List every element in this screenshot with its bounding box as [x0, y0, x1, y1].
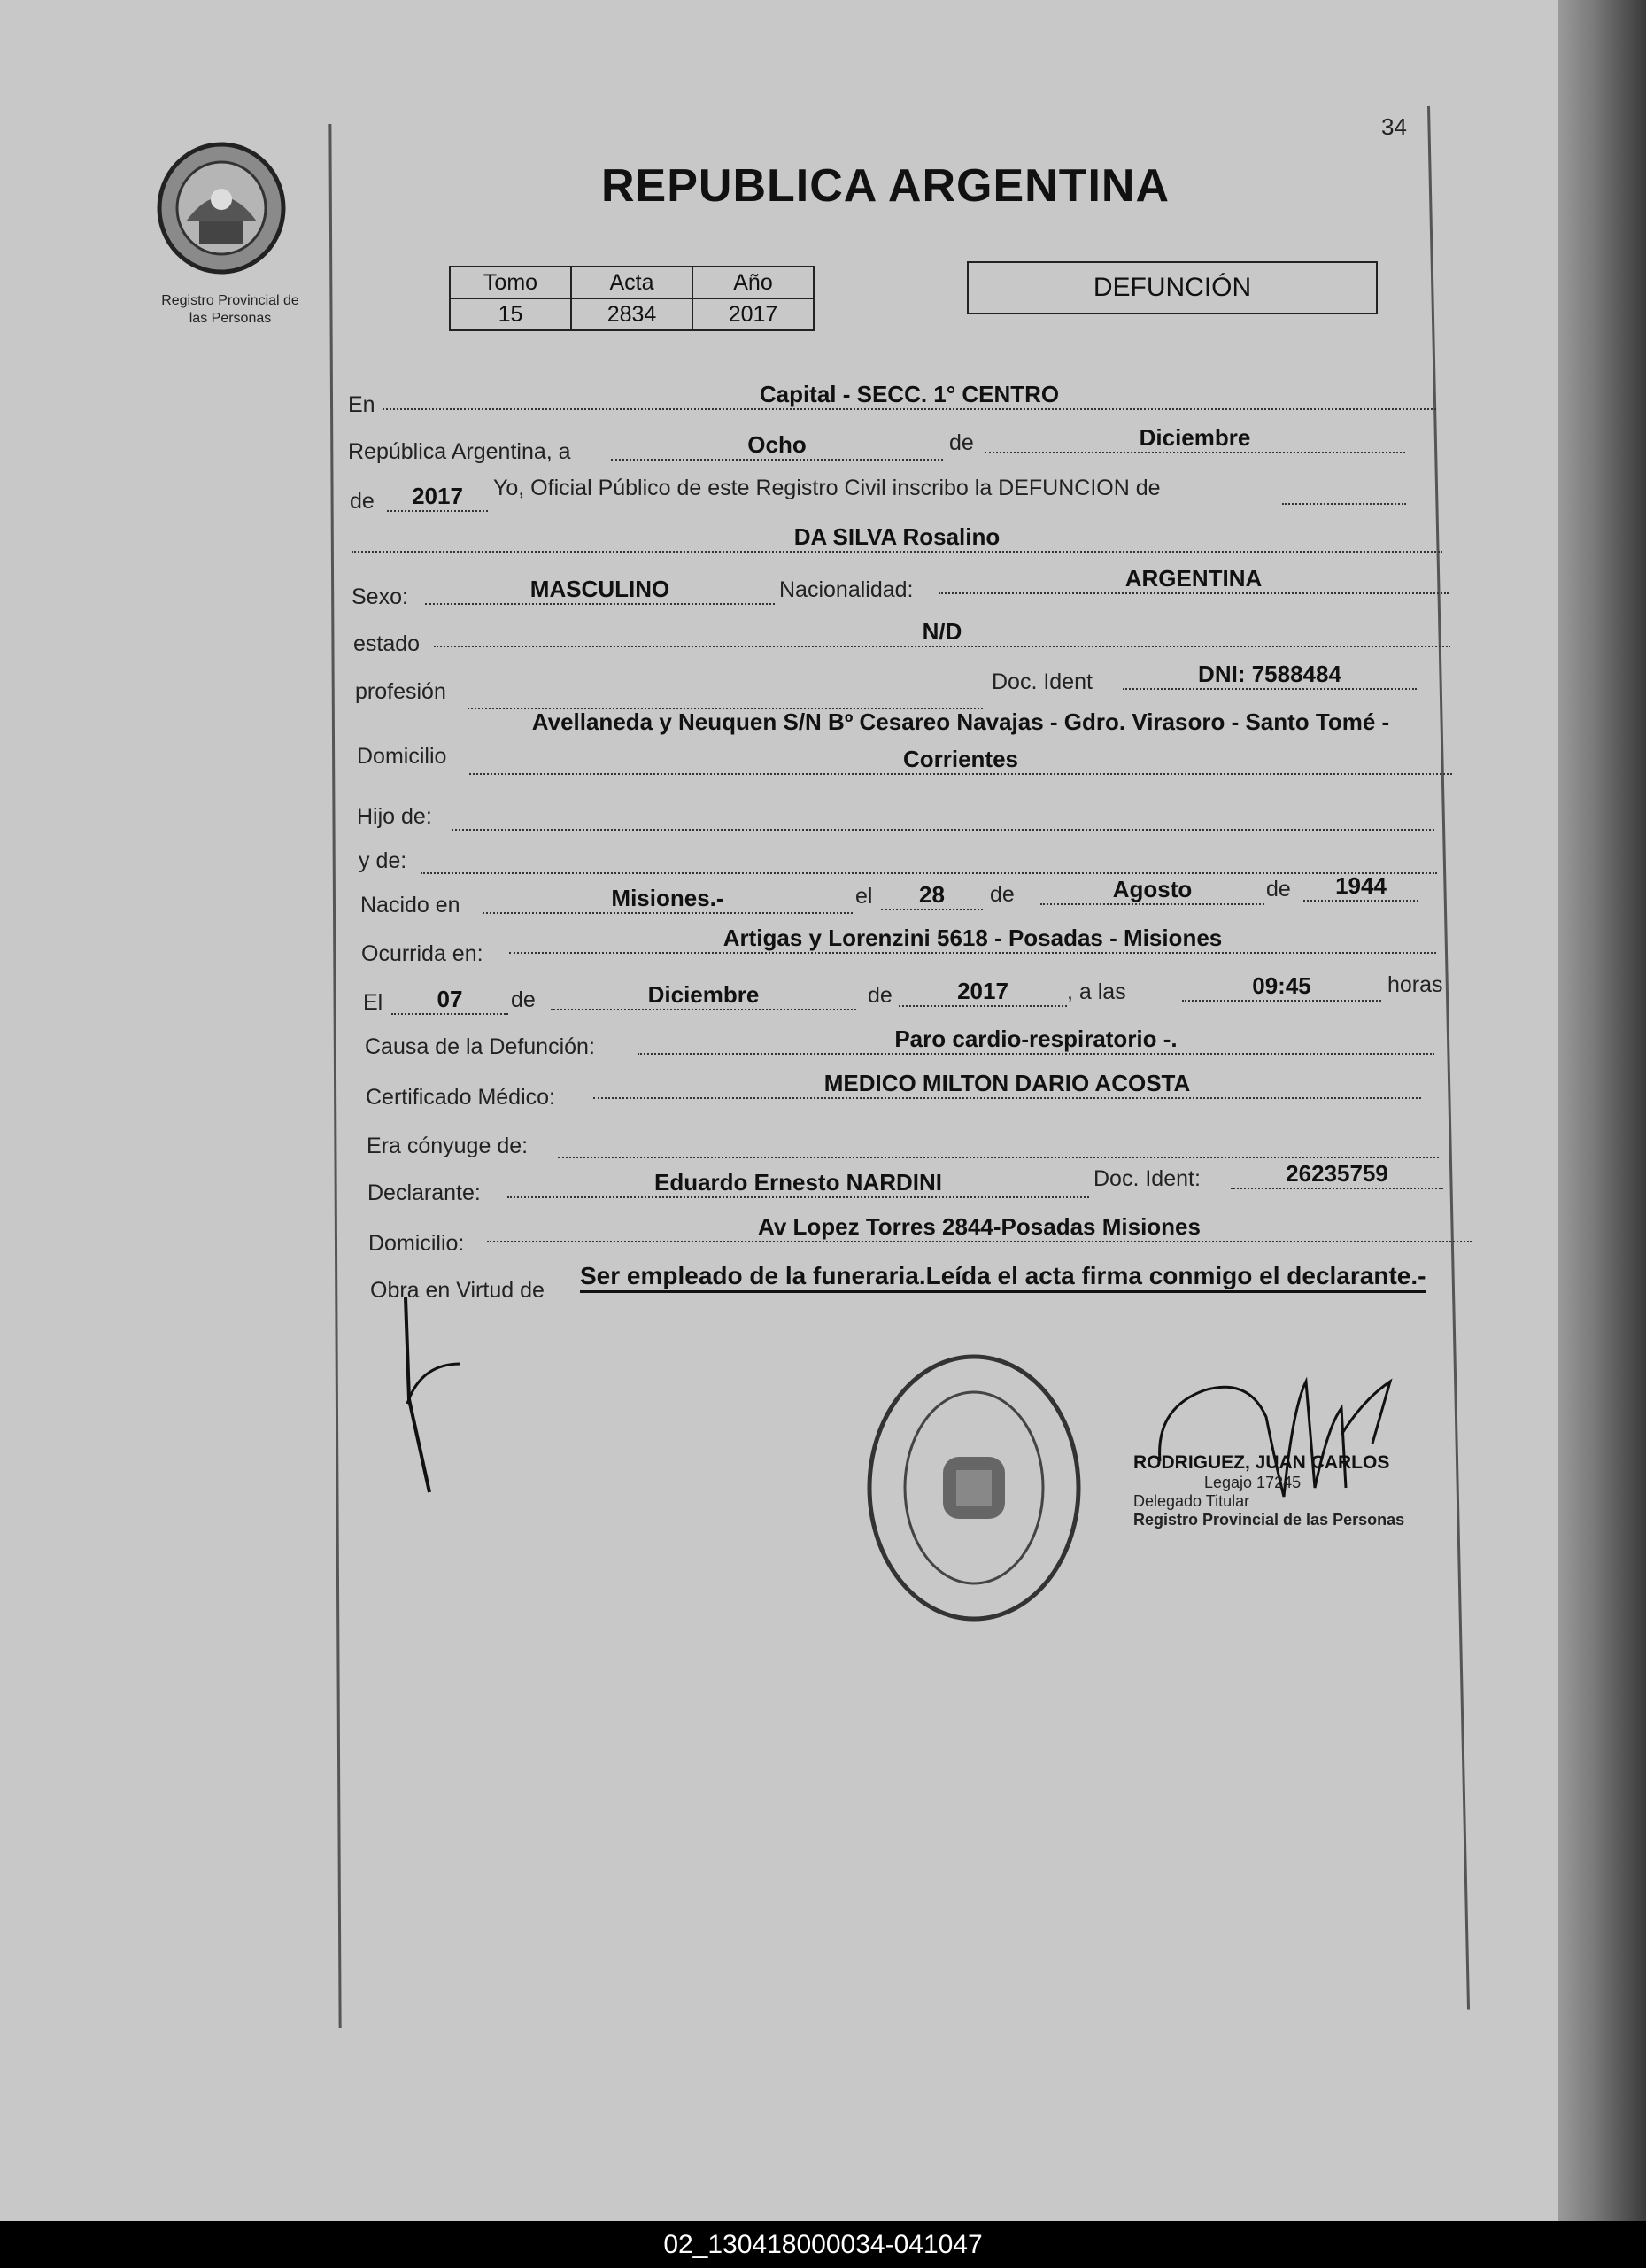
conyuge-dots	[558, 1155, 1439, 1158]
estado-label: estado	[353, 631, 421, 656]
sexo-value: MASCULINO	[425, 576, 775, 605]
doc-value: DNI: 7588484	[1123, 661, 1417, 690]
de-label-5: de	[511, 987, 536, 1012]
left-margin-line	[328, 124, 341, 2028]
causa-label: Causa de la Defunción:	[365, 1034, 595, 1059]
acta-value: 2834	[571, 298, 692, 330]
page-number: 34	[1381, 113, 1407, 140]
conyuge-label: Era cónyuge de:	[367, 1134, 529, 1158]
book-binding-edge	[1558, 0, 1646, 2221]
birth-year: 1944	[1303, 872, 1418, 902]
nacido-label: Nacido en	[360, 893, 460, 917]
yde-dots	[421, 871, 1437, 874]
nacido-value: Misiones.-	[483, 885, 853, 914]
nacionalidad-label: Nacionalidad:	[779, 577, 914, 602]
registration-table	[449, 266, 815, 331]
en-label: En	[348, 392, 375, 417]
de-label-2: de	[350, 489, 375, 514]
estado-value: N/D	[434, 618, 1450, 647]
birth-month: Agosto	[1040, 876, 1264, 905]
declarante-label: Declarante:	[367, 1180, 481, 1205]
declarante-doc-label: Doc. Ident:	[1093, 1166, 1201, 1191]
domicilio2-label: Domicilio:	[368, 1231, 465, 1256]
ano-header: Año	[692, 267, 814, 298]
registry-stamp-icon	[863, 1351, 1085, 1625]
death-year: 2017	[899, 978, 1067, 1007]
registry-name-line-1: Registro Provincial de	[161, 293, 299, 308]
official-signature-block	[1133, 1452, 1452, 1529]
record-type-box: DEFUNCIÓN	[967, 261, 1378, 314]
official-name: RODRIGUEZ, JUAN CARLOS	[1133, 1452, 1390, 1473]
document-title: REPUBLICA ARGENTINA	[600, 160, 1171, 212]
birth-day: 28	[881, 881, 983, 910]
de-label-4: de	[1266, 877, 1291, 902]
de-label-6: de	[868, 983, 893, 1008]
death-time: 09:45	[1182, 972, 1381, 1002]
footer-code: 02_130418000034-041047	[0, 2221, 1646, 2268]
domicilio-value-line-1: Avellaneda y Neuquen S/N Bº Cesareo Navajas - Gdro. Virasoro - Santo Tomé -	[531, 708, 1390, 735]
hijo-dots	[452, 827, 1434, 831]
official-role: Delegado Titular	[1133, 1492, 1250, 1510]
hijo-label: Hijo de:	[357, 804, 432, 829]
declarante-value: Eduardo Ernesto NARDINI	[507, 1169, 1089, 1198]
acta-header: Acta	[571, 267, 692, 298]
domicilio-label: Domicilio	[357, 744, 447, 769]
de-label: de	[949, 430, 974, 455]
republica-label: República Argentina, a	[348, 439, 571, 464]
inscribo-dots	[1282, 501, 1406, 505]
el-label-2: El	[363, 990, 383, 1015]
ocurrida-value: Artigas y Lorenzini 5618 - Posadas - Misiones	[509, 925, 1436, 954]
yde-label: y de:	[359, 848, 407, 873]
deceased-name: DA SILVA Rosalino	[352, 523, 1442, 553]
doc-label: Doc. Ident	[992, 670, 1093, 694]
certificado-label: Certificado Médico:	[366, 1085, 555, 1110]
registry-name-line-2: las Personas	[189, 311, 272, 326]
official-office: Registro Provincial de las Personas	[1133, 1511, 1405, 1529]
nacionalidad-value: ARGENTINA	[939, 565, 1449, 594]
official-legajo: Legajo 17245	[1204, 1474, 1302, 1491]
el-label: el	[855, 884, 873, 909]
tomo-header: Tomo	[450, 267, 571, 298]
ano-value: 2017	[692, 298, 814, 330]
ocurrida-label: Ocurrida en:	[361, 941, 483, 966]
en-value: Capital - SECC. 1° CENTRO	[383, 381, 1436, 410]
day-value: Ocho	[611, 431, 943, 461]
certificado-value: MEDICO MILTON DARIO ACOSTA	[593, 1070, 1421, 1099]
de-label-3: de	[990, 882, 1015, 907]
domicilio-value-line-2: Corrientes	[469, 746, 1452, 775]
year-value: 2017	[387, 483, 488, 512]
inscribo-text: Yo, Oficial Público de este Registro Civil inscribo la DEFUNCION de	[493, 476, 1161, 500]
horas-label: horas	[1387, 972, 1443, 997]
profesion-label: profesión	[355, 679, 446, 704]
registry-stamp	[863, 1351, 1085, 1625]
declarante-doc-value: 26235759	[1231, 1160, 1443, 1189]
causa-value: Paro cardio-respiratorio -.	[638, 1026, 1434, 1055]
province-seal-icon	[151, 137, 292, 279]
tomo-value: 15	[450, 298, 571, 330]
sexo-label: Sexo:	[352, 584, 408, 609]
registry-name	[124, 292, 336, 328]
a-las-label: , a las	[1067, 979, 1126, 1004]
obra-label: Obra en Virtud de	[370, 1278, 545, 1303]
obra-value: Ser empleado de la funeraria.Leída el acta firma conmigo el declarante.-	[580, 1262, 1426, 1293]
declarant-signature-icon	[381, 1293, 487, 1506]
domicilio2-value: Av Lopez Torres 2844-Posadas Misiones	[487, 1213, 1472, 1242]
death-day: 07	[391, 986, 508, 1015]
death-month: Diciembre	[551, 981, 856, 1010]
month-value: Diciembre	[985, 424, 1405, 453]
